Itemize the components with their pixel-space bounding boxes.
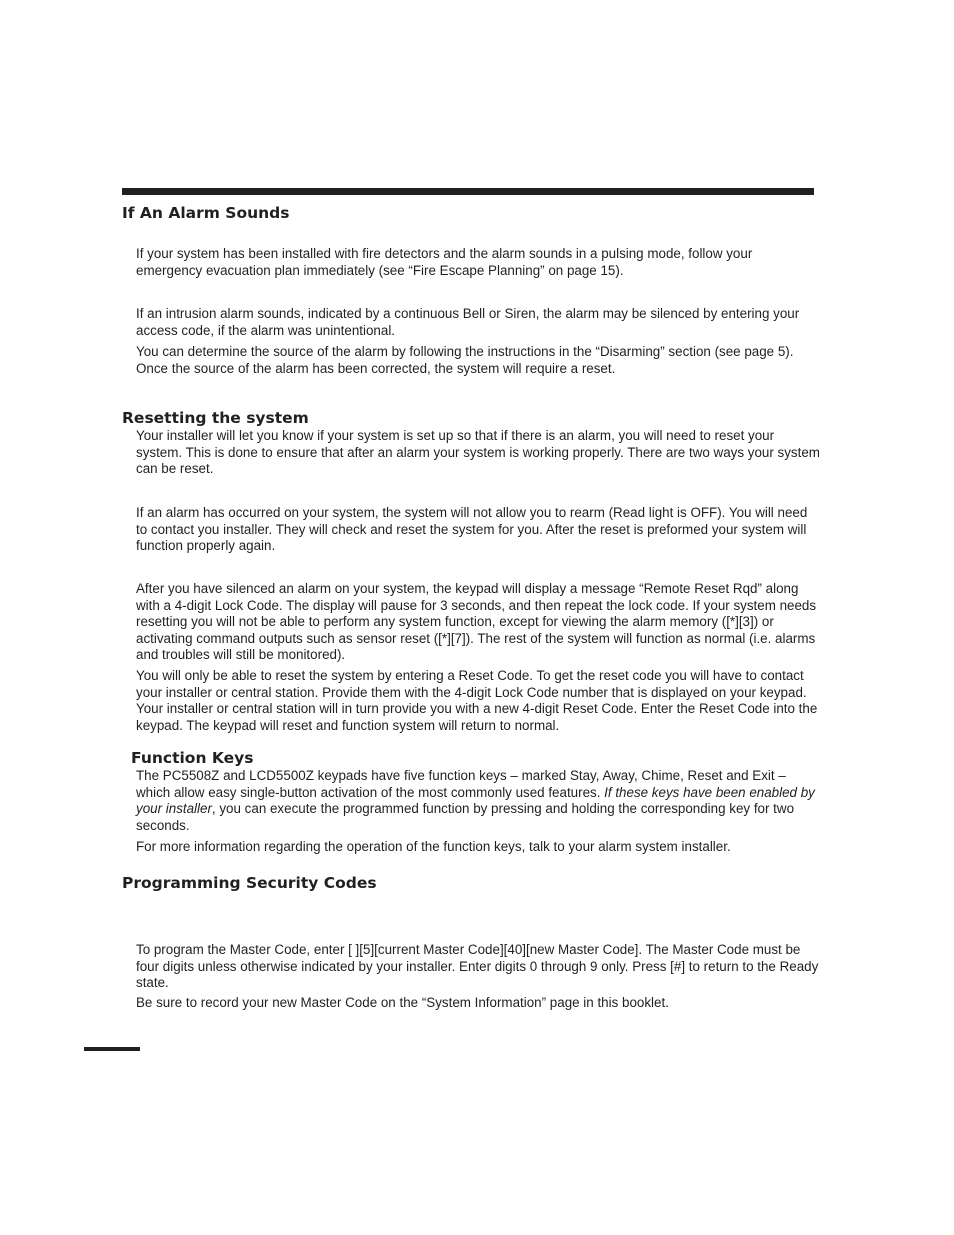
function-keys-text-italic: If these keys have been enabled by your installer bbox=[136, 784, 815, 816]
heading-function-keys: Function Keys bbox=[131, 749, 254, 767]
codes-paragraph-record: Be sure to record your new Master Code on the “System Information” page in this booklet. bbox=[136, 995, 669, 1010]
top-rule bbox=[122, 188, 814, 195]
function-keys-text-a: The PC5508Z and LCD5500Z keypads have five function keys – marked Stay, Away, Chime, Reset and Exit – which allow easy single-button activation of the most commonly used features. bbox=[136, 768, 786, 800]
alarm-paragraph-intrusion: If an intrusion alarm sounds, indicated by a continuous Bell or Siren, the alarm may be silenced by entering your access code, if the alarm was unintentional. bbox=[136, 306, 800, 338]
reset-paragraph-remote: After you have silenced an alarm on your system, the keypad will display a message “Remote Reset Rqd” along with a 4-digit Lock Code. The display will pause for 3 seconds, and then repeat the lock code. If your system needs resetting you will not be able to perform any system function, except for viewing the alarm memory ([*][3]) or activating command outputs such as sensor reset ([*][7]). The rest of the system will function as normal (i.e. alarms and troubles will still be monitored). bbox=[136, 581, 817, 662]
alarm-paragraph-fire: If your system has been installed with fire detectors and the alarm sounds in a pulsing mode, follow your emergency evacuation plan immediately (see “Fire Escape Planning” on page 15). bbox=[136, 246, 753, 278]
heading-resetting-system: Resetting the system bbox=[122, 409, 309, 427]
heading-programming-codes: Programming Security Codes bbox=[122, 874, 377, 892]
alarm-paragraph-source: You can determine the source of the alarm by following the instructions in the “Disarming” section (see page 5). Once the source of the alarm has been corrected, the system will require a reset. bbox=[136, 344, 794, 376]
function-keys-text-b: , you can execute the programmed function by pressing and holding the corresponding key for two seconds. bbox=[136, 801, 795, 833]
reset-paragraph-reset-code: You will only be able to reset the system by entering a Reset Code. To get the reset code you will have to contact your installer or central station. Provide them with the 4-digit Lock Code number that is displayed on your keypad. Your installer or central station will in turn provide you with a new 4-digit Reset Code. Enter the Reset Code into the keypad. The keypad will reset and function system will return to normal. bbox=[136, 668, 818, 733]
function-keys-paragraph bbox=[136, 768, 820, 834]
heading-alarm-sounds: If An Alarm Sounds bbox=[122, 204, 290, 222]
reset-paragraph-rearm: If an alarm has occurred on your system, the system will not allow you to rearm (Read light is OFF). You will need to contact you installer. They will check and reset the system for you. After the reset is preformed your system will function properly again. bbox=[136, 505, 808, 553]
function-keys-paragraph-info: For more information regarding the operation of the function keys, talk to your alarm system installer. bbox=[136, 839, 731, 854]
reset-paragraph-intro: Your installer will let you know if your system is set up so that if there is an alarm, you will need to reset your system. This is done to ensure that after an alarm your system is working properly. There are two ways your system can be reset. bbox=[136, 428, 820, 476]
codes-paragraph-master: To program the Master Code, enter [ ][5][current Master Code][40][new Master Code]. The Master Code must be four digits unless otherwise indicated by your installer. Enter digits 0 through 9 only. Press [#] to return to the Ready state. bbox=[136, 942, 819, 990]
bottom-rule bbox=[84, 1047, 140, 1051]
